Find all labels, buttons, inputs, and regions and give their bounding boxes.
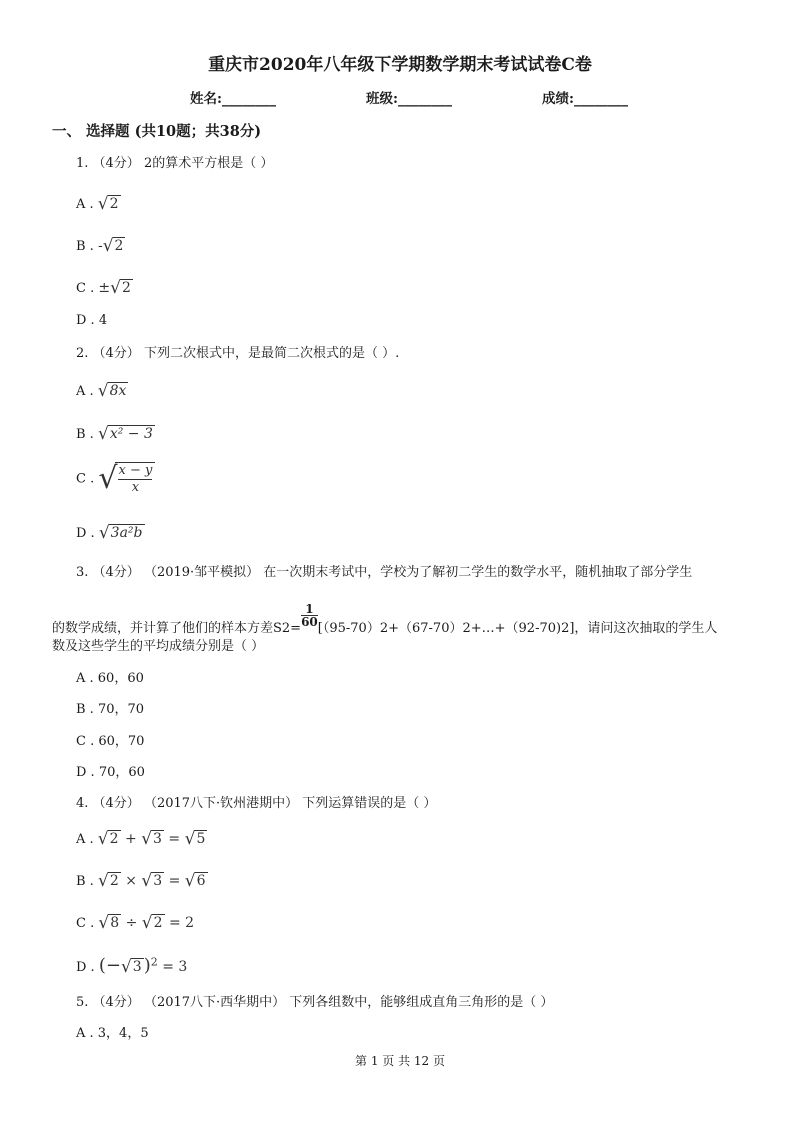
sqrt-expression: √2 — [97, 194, 119, 214]
fraction-denominator: x — [131, 480, 140, 495]
question-4-stem: 4. （4分） （2017八下·钦州港期中） 下列运算错误的是（ ） — [76, 796, 437, 811]
q2-option-b — [76, 424, 155, 444]
radicand: x² − 3 — [109, 426, 153, 442]
radicand: 3 — [132, 959, 142, 975]
radicand: 3a²b — [110, 525, 143, 541]
q1-option-d — [76, 313, 107, 328]
radicand: 2 — [109, 196, 119, 212]
question-3-stem-line-1: 3. （4分） （2019·邹平模拟） 在一次期末考试中，学校为了解初二学生的数学水平，随机抽取了部分学生 — [76, 565, 693, 580]
q2-option-a-label: A . — [76, 384, 94, 399]
question-5-stem: 5. （4分） （2017八下·西华期中） 下列各组数中，能够组成直角三角形的是（ ） — [76, 995, 554, 1010]
q1-option-a — [76, 194, 121, 214]
question-2-stem: 2. （4分） 下列二次根式中，是最简二次根式的是（ ）. — [76, 346, 400, 361]
exponent: 2 — [150, 955, 158, 969]
equals-sign: = — [168, 873, 181, 889]
q4-option-b-label: B . — [76, 874, 94, 889]
q4-option-b — [76, 871, 208, 891]
close-paren: ) — [143, 955, 151, 976]
q2-option-c-label: C . — [76, 471, 95, 487]
radicand: 2 — [109, 831, 119, 847]
question-3-stem-part-b: [（95-70）2+（67-70）2+…+（92-70)2]，请问这次抽取的学生人 — [317, 621, 718, 636]
radicand: 3 — [153, 873, 163, 889]
fraction-denominator: 60 — [301, 615, 318, 629]
sqrt-expression: √2 — [110, 278, 131, 298]
open-paren-minus: (− — [98, 955, 121, 976]
plus-minus-sign: ± — [98, 280, 111, 296]
radicand: 6 — [196, 873, 206, 889]
sqrt-equation: √2 + √3 = √5 — [97, 829, 206, 849]
document-title: 重庆市2020年八年级下学期数学期末考试试卷C卷 — [208, 55, 592, 75]
question-3-stem-line-2 — [52, 603, 717, 636]
q2-option-c — [76, 462, 155, 496]
radicand: 2 — [153, 915, 163, 931]
q3-option-b: B . 70，70 — [76, 702, 145, 717]
question-1-stem: 1. （4分） 2的算术平方根是（ ） — [76, 156, 274, 171]
radicand: 2 — [109, 873, 119, 889]
q1-option-b-label: B . — [76, 239, 94, 254]
operator: + — [125, 831, 137, 847]
radicand: 5 — [196, 831, 206, 847]
sqrt-expression: √8x — [97, 381, 127, 401]
q4-option-c — [76, 913, 194, 933]
sqrt-expression: √2 — [102, 236, 124, 256]
q3-option-c: C . 60，70 — [76, 734, 145, 749]
fraction-numerator: 1 — [301, 603, 318, 616]
q1-option-c-label: C . — [76, 281, 95, 296]
q4-option-d — [76, 955, 187, 977]
question-3-stem-line-3: 数及这些学生的平均成绩分别是（ ） — [52, 639, 265, 654]
q1-option-a-label: A . — [76, 197, 94, 212]
radicand: 2 — [121, 280, 131, 296]
sqrt-equation: √2 × √3 = √6 — [97, 871, 206, 891]
name-field-label: 姓名:________ — [190, 91, 276, 107]
q1-option-d-text: 4 — [98, 313, 108, 328]
q3-option-d: D . 70，60 — [76, 765, 145, 780]
q2-option-d — [76, 523, 145, 543]
fraction-one-over-sixty — [301, 603, 318, 628]
equals-sign: = — [168, 831, 181, 847]
sqrt-fraction-expression: √ $\frac{x - y}{x}$ — [98, 462, 155, 496]
page-footer: 第 1 页 共 12 页 — [355, 1054, 445, 1068]
sqrt-equation: √8 ÷ √2 = 2 — [98, 913, 195, 933]
section-heading-choice: 一、 选择题 (共10题；共38分) — [52, 123, 262, 140]
q1-option-b — [76, 236, 125, 256]
sqrt-expression: √x² − 3 — [97, 424, 153, 444]
radicand: 2 — [114, 238, 124, 254]
question-3-stem-part-a: 的数学成绩，并计算了他们的样本方差S2= — [52, 621, 302, 636]
q2-option-d-label: D . — [76, 526, 95, 541]
radicand: 8x — [109, 383, 127, 399]
q4-option-a-label: A . — [76, 832, 94, 847]
operator: × — [125, 873, 137, 889]
equals-three: = 3 — [162, 959, 188, 975]
score-field-label: 成绩:________ — [542, 91, 628, 107]
radicand: 3 — [153, 831, 162, 847]
minus-sign: - — [97, 238, 103, 254]
q1-option-c — [76, 278, 133, 298]
q2-option-a — [76, 381, 128, 401]
fraction-numerator: x − y — [118, 463, 153, 478]
q4-option-a — [76, 829, 207, 849]
operator: ÷ — [125, 915, 138, 931]
q1-option-d-label: D . — [76, 313, 95, 328]
equals-two: = 2 — [168, 915, 195, 931]
radicand: 8 — [110, 915, 120, 931]
q2-option-b-label: B . — [76, 427, 94, 442]
class-field-label: 班级:________ — [366, 91, 452, 107]
squared-sqrt-equation: (−√3 )$^2$ = 3 — [98, 955, 188, 977]
q5-option-a: A . 3，4，5 — [76, 1026, 149, 1041]
q3-option-a: A . 60，60 — [76, 671, 144, 686]
sqrt-expression: √3a²b — [98, 523, 143, 543]
q4-option-d-label: D . — [76, 960, 95, 975]
q4-option-c-label: C . — [76, 916, 95, 931]
